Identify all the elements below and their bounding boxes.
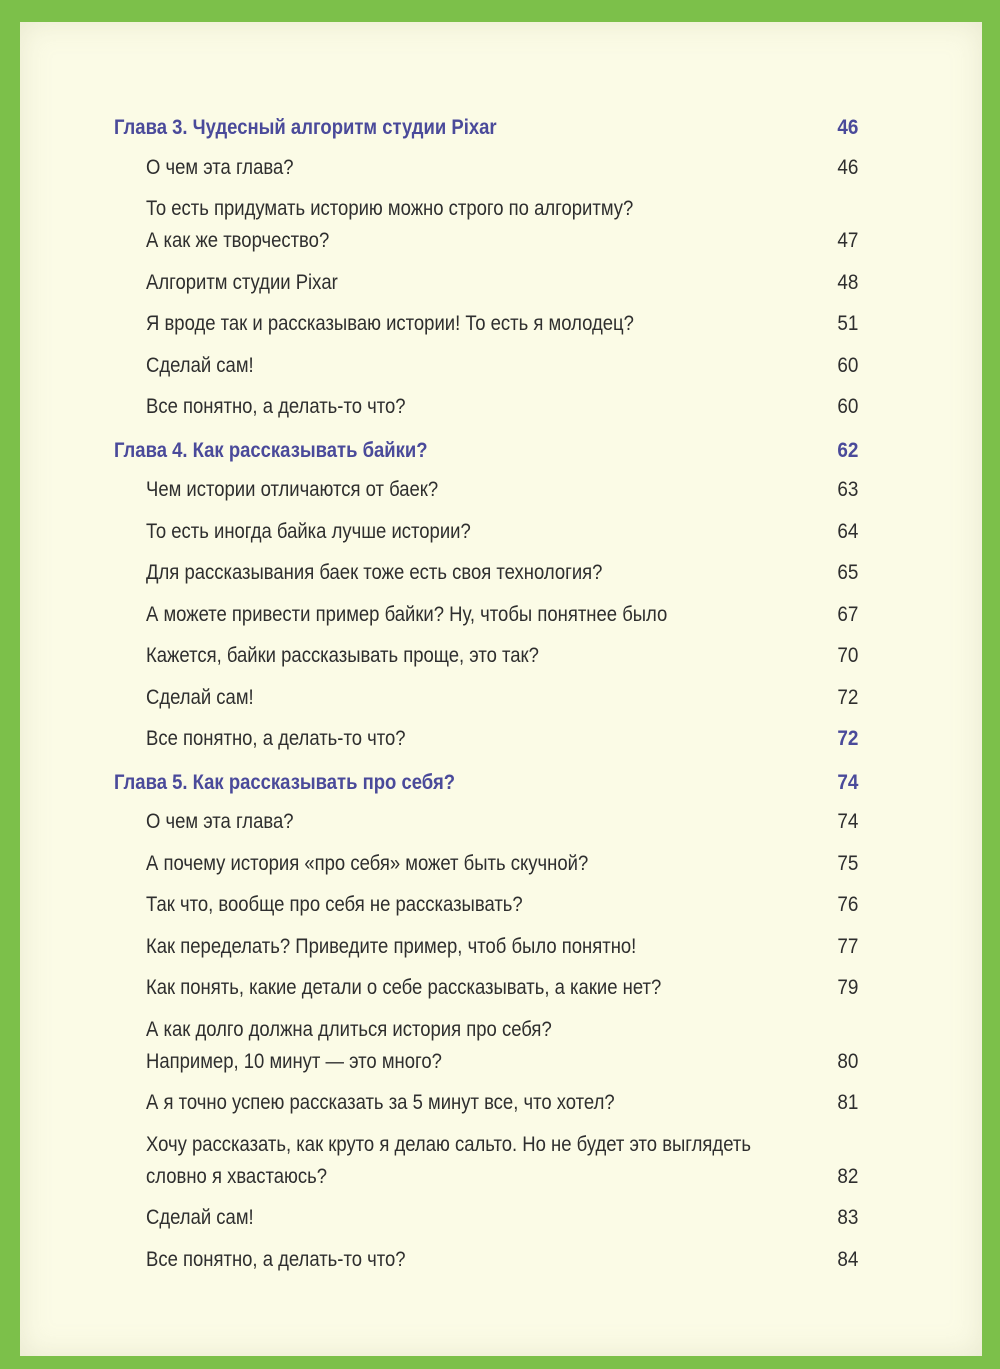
toc-entry-text: Все понятно, а делать-то что?	[146, 727, 406, 750]
toc-entry-page-number: 63	[836, 478, 858, 501]
toc-entry[interactable]	[146, 1202, 858, 1234]
toc-entry-page-number: 83	[836, 1206, 858, 1229]
toc-entry[interactable]	[146, 391, 858, 423]
toc-entry-text: Хочу рассказать, как круто я делаю сальто. Но не будет это выглядеть	[146, 1132, 751, 1156]
toc-entry-text: Так что, вообще про себя не рассказывать?	[146, 893, 523, 916]
toc-entry-text: Кажется, байки рассказывать проще, это так?	[146, 644, 539, 667]
toc-entry[interactable]	[146, 1244, 858, 1276]
toc-entry-page-number: 47	[836, 229, 858, 252]
toc-entry[interactable]	[146, 640, 858, 672]
toc-entry-page-number: 76	[836, 893, 858, 916]
toc-entry-page-number: 65	[836, 561, 858, 584]
book-page	[20, 22, 982, 1356]
toc-entry-page-number: 72	[836, 727, 858, 750]
toc-entry-page-number: 79	[836, 976, 858, 999]
toc-entry-page-number: 46	[836, 155, 858, 179]
toc-entry-text: Для рассказывания баек тоже есть своя технология?	[146, 561, 603, 584]
toc-entry-text: То есть иногда байка лучше истории?	[146, 519, 471, 543]
toc-entry[interactable]	[146, 806, 858, 838]
toc-entry-page-number: 51	[836, 312, 858, 335]
toc-entry-text: Все понятно, а делать-то что?	[146, 395, 406, 418]
chapter-page-number: 74	[836, 770, 858, 794]
toc-entry-text: А как же творчество?	[146, 229, 330, 252]
toc-entry[interactable]	[146, 308, 858, 340]
toc-entry[interactable]	[146, 152, 858, 184]
toc-entry[interactable]	[146, 972, 858, 1004]
toc-entry[interactable]	[146, 848, 858, 880]
toc-entry-text: словно я хвастаюсь?	[146, 1164, 328, 1188]
toc-entry-text: Как переделать? Приведите пример, чтоб было понятно!	[146, 934, 637, 958]
toc-entry-page-number: 82	[836, 1164, 858, 1188]
toc-entry-page-number: 48	[836, 270, 858, 294]
toc-entry-page-number: 84	[836, 1247, 858, 1271]
toc-entry-page-number: 72	[836, 685, 858, 709]
toc-entry-text: Чем истории отличаются от баек?	[146, 478, 439, 501]
toc-entry-page-number: 80	[836, 1049, 858, 1073]
toc-entry[interactable]	[146, 516, 858, 548]
toc-entry-text: Сделай сам!	[146, 685, 254, 709]
toc-entry[interactable]	[146, 931, 858, 963]
toc-entry-page-number: 67	[836, 602, 858, 626]
toc-entry[interactable]	[146, 599, 858, 631]
toc-entry-text: Сделай сам!	[146, 1206, 254, 1229]
toc-entry-text: Алгоритм студии Pixar	[146, 270, 338, 294]
toc-entry[interactable]	[146, 557, 858, 589]
toc-entry-text: А я точно успею рассказать за 5 минут все, что хотел?	[146, 1091, 615, 1114]
toc-entry-text: А почему история «про себя» может быть скучной?	[146, 851, 589, 875]
toc-entry[interactable]	[146, 350, 858, 382]
toc-entry-text: Я вроде так и рассказываю истории! То есть я молодец?	[146, 312, 634, 335]
toc-entry-text: Сделай сам!	[146, 353, 254, 377]
chapter-page-number: 62	[836, 438, 858, 462]
toc-entry-page-number: 60	[836, 353, 858, 377]
chapter-title[interactable]: Глава 3. Чудесный алгоритм студии Pixar	[114, 116, 497, 139]
toc-entry-page-number: 60	[836, 395, 858, 418]
toc-entry-text: Например, 10 минут — это много?	[146, 1049, 442, 1073]
toc-entry[interactable]	[146, 723, 858, 755]
chapter-title[interactable]: Глава 5. Как рассказывать про себя?	[114, 770, 456, 794]
toc-entry-text: То есть придумать историю можно строго по алгоритму?	[146, 197, 634, 220]
toc-entry-text: Все понятно, а делать-то что?	[146, 1247, 406, 1271]
toc-entry-page-number: 75	[836, 851, 858, 875]
toc-entry-page-number: 74	[836, 810, 858, 833]
toc-entry[interactable]	[146, 682, 858, 714]
toc-entry-page-number: 70	[836, 644, 858, 667]
toc-entry-text: Как понять, какие детали о себе рассказывать, а какие нет?	[146, 976, 662, 999]
toc-entry-text: О чем эта глава?	[146, 155, 294, 179]
toc-entry[interactable]	[146, 1087, 858, 1119]
toc-entry-page-number: 81	[836, 1091, 858, 1114]
toc-entry-page-number: 64	[836, 519, 858, 543]
toc-entry[interactable]	[146, 889, 858, 921]
toc-entry[interactable]	[146, 474, 858, 506]
toc-entry-text: А можете привести пример байки? Ну, чтобы понятнее было	[146, 602, 668, 626]
toc-entry[interactable]	[146, 1014, 858, 1078]
chapter-title[interactable]: Глава 4. Как рассказывать байки?	[114, 438, 428, 462]
toc-entry-text: А как долго должна длиться история про себя?	[146, 1017, 552, 1041]
toc-entry-page-number: 77	[836, 934, 858, 958]
toc-entry[interactable]	[146, 267, 858, 299]
toc-entry[interactable]	[146, 1129, 858, 1193]
toc-entry-text: О чем эта глава?	[146, 810, 294, 833]
toc-entry[interactable]	[146, 193, 858, 257]
chapter-page-number: 46	[836, 116, 858, 139]
